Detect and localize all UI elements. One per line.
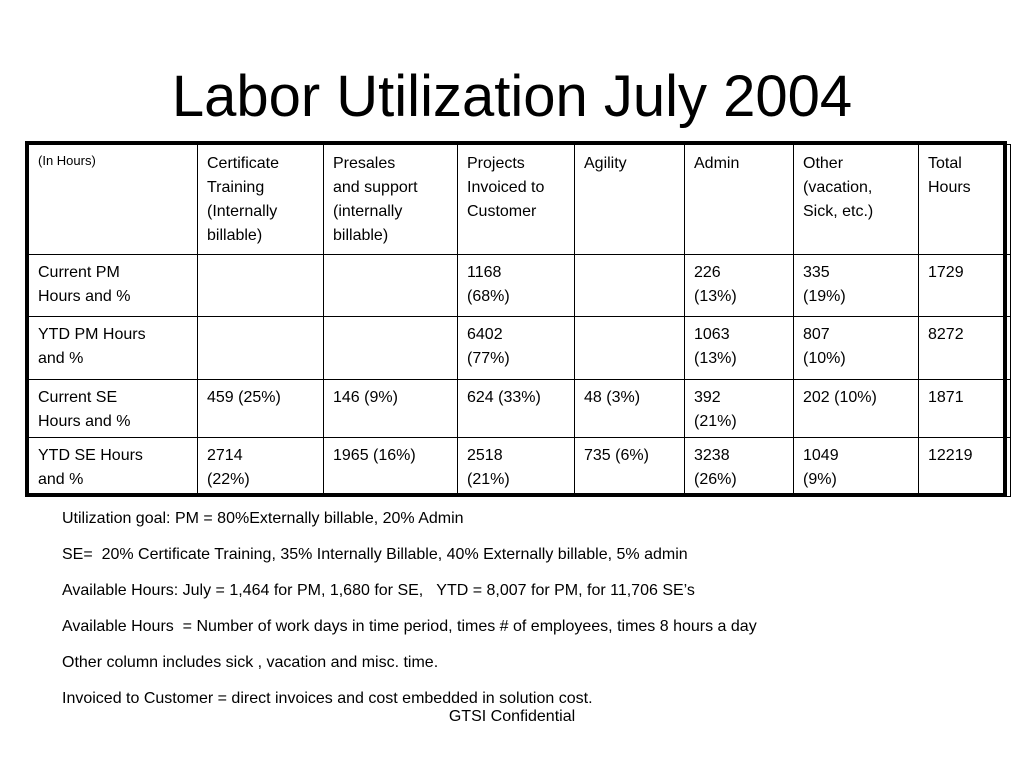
table-header-row [29,145,1011,255]
table-cell: 202 (10%) [794,380,919,438]
table-row [29,255,1011,317]
note-se-goal: SE= 20% Certificate Training, 35% Internally Billable, 40% Externally billable, 5% admin [62,546,688,563]
column-header-presales: Presales and support (internally billable) [324,145,458,255]
table-cell: 8272 [919,317,1011,380]
table-cell [198,255,324,317]
table-cell: 392 (21%) [685,380,794,438]
column-header-other: Other (vacation, Sick, etc.) [794,145,919,255]
note-available-hours: Available Hours: July = 1,464 for PM, 1,680 for SE, YTD = 8,007 for PM, for 11,706 SE’s [62,582,695,599]
table-row [29,438,1011,497]
row-label: Current SE Hours and % [29,380,198,438]
column-header-total-hours: Total Hours [919,145,1011,255]
note-available-hours-definition: Available Hours = Number of work days in time period, times # of employees, times 8 hours a day [62,618,757,635]
table-cell: 1965 (16%) [324,438,458,497]
table-cell: 12219 [919,438,1011,497]
row-label: YTD SE Hours and % [29,438,198,497]
note-utilization-goal: Utilization goal: PM = 80%Externally billable, 20% Admin [62,510,464,527]
utilization-table [28,144,1011,497]
table-cell [324,317,458,380]
table-cell: 146 (9%) [324,380,458,438]
utilization-table-frame [25,141,1007,497]
footer-confidential: GTSI Confidential [448,708,576,725]
table-cell: 1168 (68%) [458,255,575,317]
table-cell: 1729 [919,255,1011,317]
table-cell [575,255,685,317]
column-header-agility: Agility [575,145,685,255]
row-label: YTD PM Hours and % [29,317,198,380]
table-cell: 1871 [919,380,1011,438]
table-cell: 624 (33%) [458,380,575,438]
table-cell: 459 (25%) [198,380,324,438]
table-cell: 735 (6%) [575,438,685,497]
column-header-projects: Projects Invoiced to Customer [458,145,575,255]
column-header-certificate-training: Certificate Training (Internally billable) [198,145,324,255]
column-header-admin: Admin [685,145,794,255]
note-other-column: Other column includes sick , vacation and misc. time. [62,654,439,671]
table-cell [575,317,685,380]
table-cell [324,255,458,317]
table-cell: 3238 (26%) [685,438,794,497]
table-cell: 48 (3%) [575,380,685,438]
slide-title: Labor Utilization July 2004 [171,64,853,129]
corner-label: (In Hours) [29,145,198,255]
table-cell: 807 (10%) [794,317,919,380]
table-row [29,317,1011,380]
table-cell: 226 (13%) [685,255,794,317]
table-cell [198,317,324,380]
row-label: Current PM Hours and % [29,255,198,317]
note-invoiced-definition: Invoiced to Customer = direct invoices and cost embedded in solution cost. [62,690,593,707]
notes-block [62,501,1002,717]
table-cell: 2518 (21%) [458,438,575,497]
table-cell: 1063 (13%) [685,317,794,380]
table-cell: 1049 (9%) [794,438,919,497]
table-row [29,380,1011,438]
table-cell: 6402 (77%) [458,317,575,380]
table-cell: 2714 (22%) [198,438,324,497]
table-cell: 335 (19%) [794,255,919,317]
